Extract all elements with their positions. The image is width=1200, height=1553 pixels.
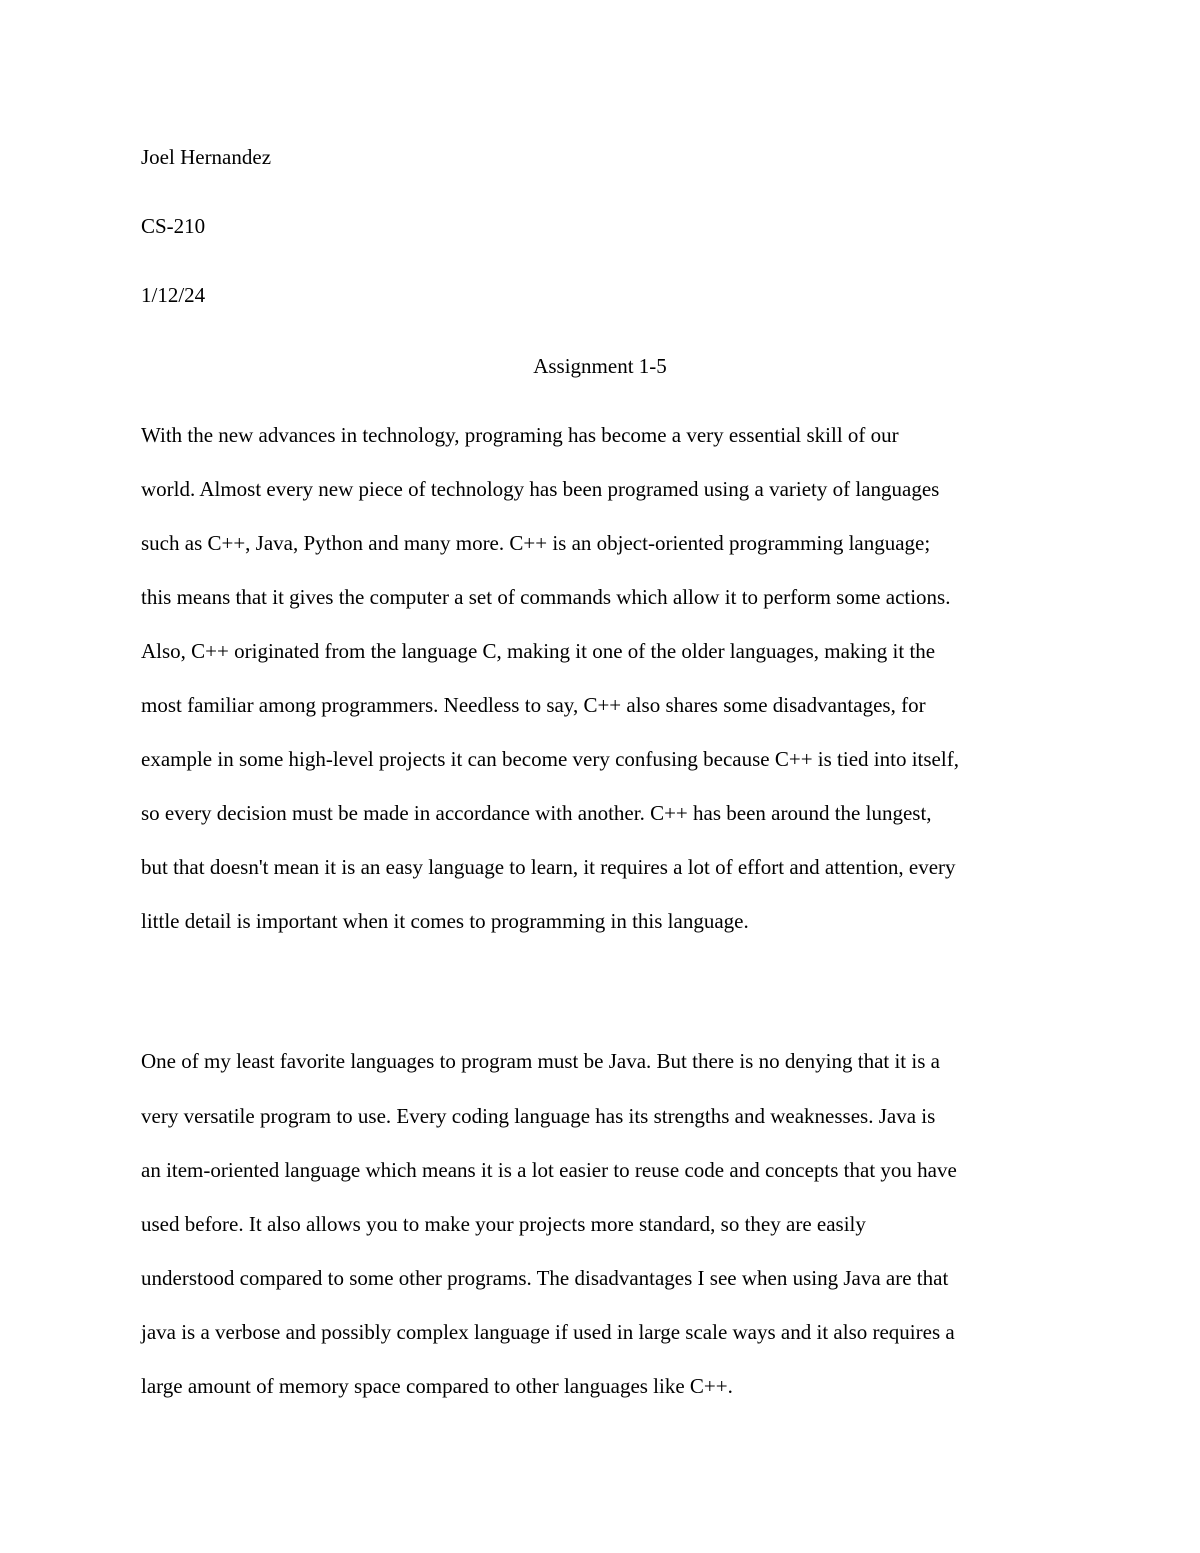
paragraph-line: world. Almost every new piece of technology has been programed using a variety of languages: [141, 477, 940, 501]
author-name: Joel Hernandez: [141, 145, 272, 169]
course-code: CS-210: [141, 214, 206, 238]
paragraph-line: an item-oriented language which means it is a lot easier to reuse code and concepts that you have: [141, 1158, 957, 1182]
paragraph-line: java is a verbose and possibly complex language if used in large scale ways and it also requires a: [141, 1320, 955, 1344]
paragraph-line: most familiar among programmers. Needless to say, C++ also shares some disadvantages, for: [141, 693, 926, 717]
paragraph-line: With the new advances in technology, programing has become a very essential skill of our: [141, 423, 899, 447]
paragraph-line: so every decision must be made in accordance with another. C++ has been around the lungest,: [141, 801, 932, 825]
paragraph-line: but that doesn't mean it is an easy language to learn, it requires a lot of effort and attention, every: [141, 855, 956, 879]
paragraph-line: Also, C++ originated from the language C, making it one of the older languages, making it the: [141, 639, 936, 663]
paragraph-line: understood compared to some other programs. The disadvantages I see when using Java are that: [141, 1266, 949, 1290]
paragraph-line: this means that it gives the computer a set of commands which allow it to perform some actions.: [141, 585, 951, 609]
paragraph-line: large amount of memory space compared to other languages like C++.: [141, 1374, 733, 1398]
document-title: Assignment 1-5: [533, 354, 667, 378]
paragraph-line: little detail is important when it comes to programming in this language.: [141, 909, 749, 933]
paragraph-line: used before. It also allows you to make your projects more standard, so they are easily: [141, 1212, 866, 1236]
document-date: 1/12/24: [141, 283, 206, 307]
paragraph-line: very versatile program to use. Every coding language has its strengths and weaknesses. Java is: [141, 1104, 936, 1128]
paragraph-line: such as C++, Java, Python and many more. C++ is an object-oriented programming language;: [141, 531, 931, 555]
paragraph-line: example in some high-level projects it can become very confusing because C++ is tied into itself,: [141, 747, 959, 771]
paragraph-line: One of my least favorite languages to program must be Java. But there is no denying that it is a: [141, 1049, 940, 1073]
